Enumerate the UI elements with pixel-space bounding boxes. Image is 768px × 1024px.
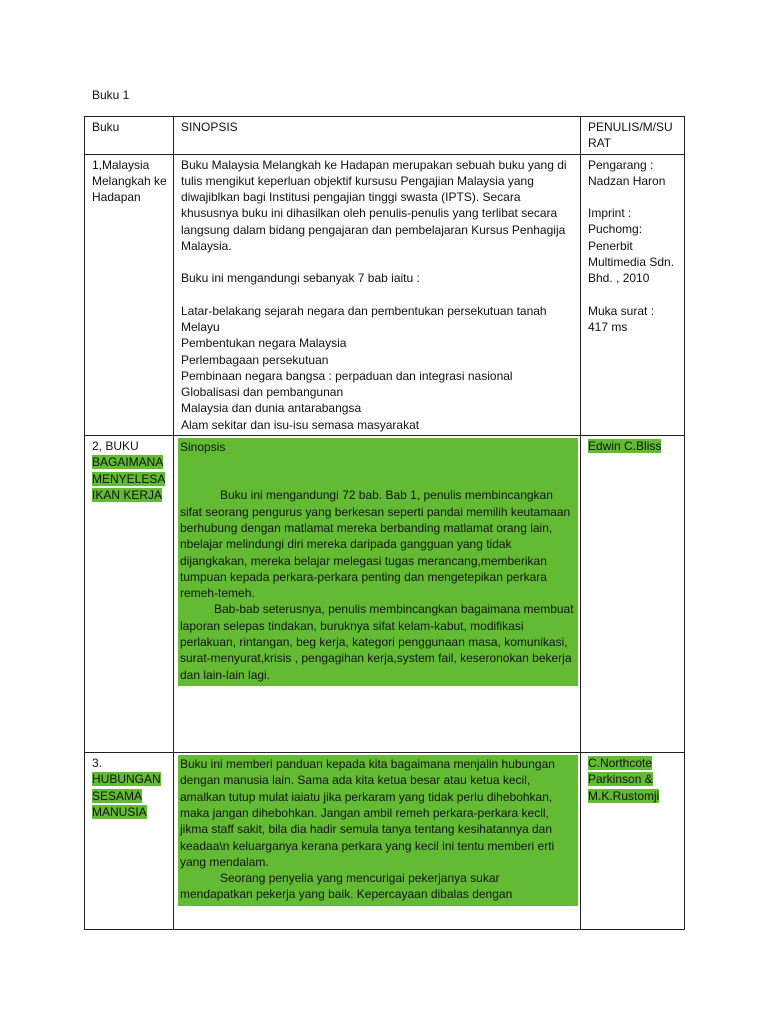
synopsis-cell (174, 436, 581, 753)
imprint-label: Imprint : (588, 206, 632, 221)
synopsis-paragraph: Seorang penyelia yang mencurigai pekerjanya sukar mendapatkan pekerja yang baik. Kepercayaan dibalas dengan (180, 871, 513, 902)
synopsis-paragraph: Buku ini mengandungi sebanyak 7 bab iaitu : (181, 271, 420, 286)
synopsis-paragraph: Bab-bab seterusnya, penulis membincangkan bagaimana membuat laporan selepas tindakan, buruknya sifat kelam-kabut, modifikasi perlakuan, rintangan, beg kerja, kategori penggunaan masa, komunikasi, surat-menyurat,krisis , pengagihan kerja,system fail, keseronokan bekerja dan lain-lain lagi. (180, 602, 574, 682)
book-title-cell (85, 753, 174, 930)
header-sinopsis: SINOPSIS (174, 117, 581, 155)
header-buku: Buku (85, 117, 174, 155)
synopsis-highlight-box (178, 438, 578, 686)
synopsis-heading: Sinopsis (180, 440, 226, 455)
author-name: Nadzan Haron (588, 173, 666, 188)
book-title: HUBUNGAN SESAMA MANUSIA (92, 772, 161, 819)
author-label: Pengarang : (588, 157, 654, 172)
synopsis-paragraph: Buku ini memberi panduan kepada kita bagaimana menjalin hubungan dengan manusia lain. Sama ada kita ketua besar atau ketua kecil, amalkan tutup mulat iaiatu jika perkaram yang tidak perlu dihebohkan, maka jangan dihebohkan. Jangan ambil remeh perkara-perkara kecil, jikma staff sakit, bila dia hadir semula tanya tentang kesihatannya dan keadaa\n keluarganya kerana perkara yang kecil ini tentu memberi erti yang mendalam. (180, 757, 555, 869)
chapter-item: Pembentukan negara Malaysia (181, 336, 347, 351)
chapter-item: Pembinaan negara bangsa : perpaduan dan integrasi nasional (181, 368, 513, 383)
table-row (85, 154, 685, 435)
author-cell (581, 753, 685, 930)
table-row (85, 436, 685, 753)
author-cell (581, 154, 685, 435)
table-header-row (85, 117, 685, 155)
synopsis-paragraph: Buku ini mengandungi 72 bab. Bab 1, penulis membincangkan sifat seorang pengurus yang berkesan seperti pandai memilih keutamaan berhubung dengan matlamat mereka berbanding matlamat orang lain, nbelajar melindungi diri mereka daripada gangguan yang tidak dijangkakan, mereka belajar melegasi tugas merancang,memberikan tumpuan kepada perkara-perkara penting dan mengetepikan perkara remeh-temeh. (180, 488, 571, 601)
page-count-label: Muka surat : (588, 303, 655, 318)
book-table (84, 116, 685, 930)
book-number: 3. (92, 756, 103, 771)
author-name: C.Northcote Parkinson & M.K.Rustomji (588, 756, 660, 803)
book-title: 1,Malaysia Melangkah ke Hadapan (92, 157, 167, 205)
book-title-cell (85, 154, 174, 435)
page-count-value: 417 ms (588, 319, 628, 334)
book-title-cell (85, 436, 174, 753)
imprint-text: Puchomg: Penerbit Multimedia Sdn. Bhd. , 2010 (588, 222, 675, 286)
table-row (85, 753, 685, 930)
synopsis-paragraph: Buku Malaysia Melangkah ke Hadapan merupakan sebuah buku yang di tulis mengikut keperluan objektif kursusu Pengajian Malaysia yang diwajiblkan bagi Institusi pengajian tinggi swasta (IPTS). Secara khususnya buku ini dihasilkan oleh penulis-penulis yang terlibat secara langsung dalam bidang pengajaran dan pembelajaran Kursus Penhagija Malaysia. (181, 157, 567, 254)
chapter-item: Alam sekitar dan isu-isu semasa masyarakat (181, 417, 420, 432)
chapter-item: Perlembagaan persekutuan (181, 352, 329, 367)
book-number: 2, BUKU (92, 439, 139, 454)
chapter-item: Malaysia dan dunia antarabangsa (181, 401, 362, 416)
chapter-item: Globalisasi dan pembangunan (181, 385, 344, 400)
book-title: BAGAIMANA MENYELESAIKAN KERJA (92, 455, 166, 502)
synopsis-cell (174, 154, 581, 435)
header-penulis: PENULIS/M/SURAT (581, 117, 685, 155)
synopsis-highlight-box (178, 755, 578, 906)
document-title: Buku 1 (92, 88, 130, 102)
chapter-item: Latar-belakang sejarah negara dan pembentukan persekutuan tanah Melayu (181, 303, 547, 334)
author-name: Edwin C.Bliss (588, 439, 662, 454)
author-cell (581, 436, 685, 753)
synopsis-cell (174, 753, 581, 930)
